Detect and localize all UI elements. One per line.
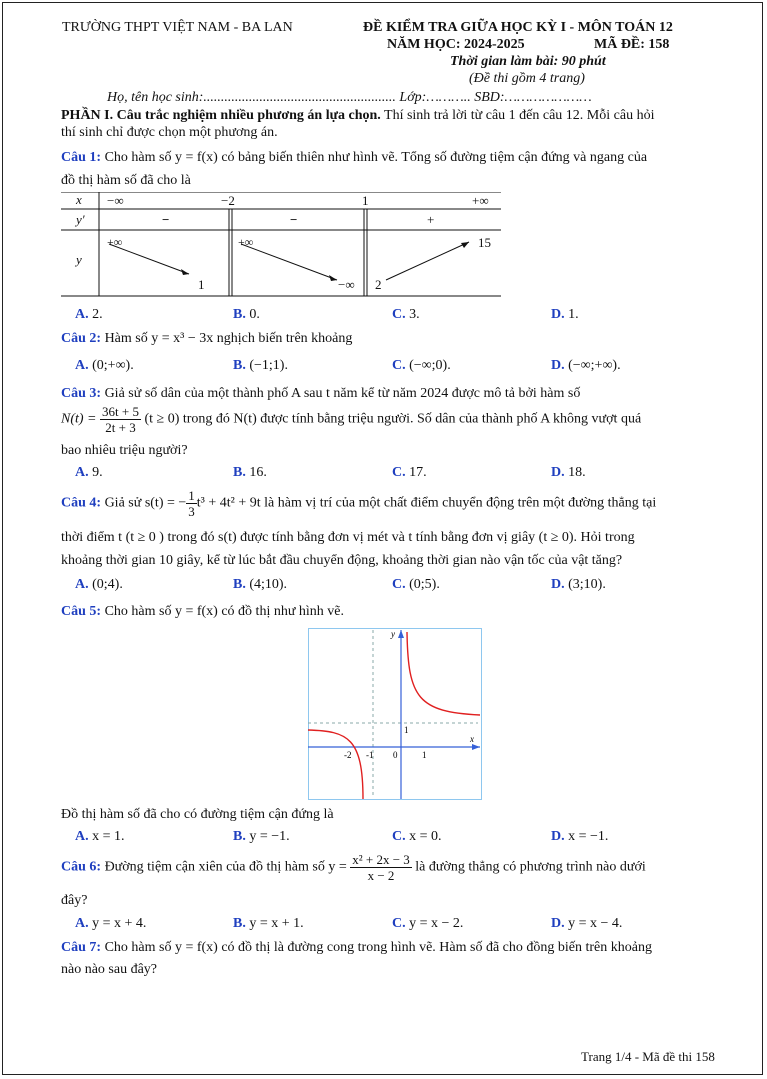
table-y-label: y — [76, 252, 82, 267]
option-text: x = 1. — [88, 829, 125, 844]
frac-num: x² + 2x − 3 — [352, 852, 410, 867]
option-key: B. — [233, 916, 246, 931]
q6-fraction — [350, 852, 412, 883]
arrow-3 — [386, 242, 469, 280]
frac-num: 1 — [188, 488, 195, 503]
option-key: A. — [75, 829, 89, 844]
q5-option-a[interactable] — [75, 829, 125, 845]
q6-option-b[interactable] — [233, 916, 304, 932]
option-text: 0. — [245, 307, 260, 322]
table-y-val: +∞ — [107, 235, 123, 249]
q3-text-2: (t ≥ 0) trong đó N(t) được tính bằng triệu người. Số dân của thành phố A không vượt quá — [140, 411, 642, 427]
option-text: 2. — [88, 307, 103, 322]
q3-option-b[interactable] — [233, 465, 267, 481]
option-key: A. — [75, 916, 89, 931]
option-key: A. — [75, 358, 89, 373]
q6-option-c[interactable] — [392, 916, 463, 932]
function-graph — [308, 628, 482, 800]
option-text: y = x + 4. — [88, 916, 147, 931]
q3-option-a[interactable] — [75, 465, 103, 481]
table-x-val: 1 — [362, 193, 369, 208]
q3-stem-3: bao nhiêu triệu người? — [61, 443, 188, 458]
option-text: (−∞;0). — [405, 358, 451, 373]
q2-option-d[interactable] — [551, 358, 621, 374]
q3-option-d[interactable] — [551, 465, 586, 481]
exam-pages: (Đề thi gồm 4 trang) — [469, 71, 585, 86]
q4-option-a[interactable] — [75, 577, 123, 593]
q5-stem — [61, 604, 344, 620]
q1-option-c[interactable] — [392, 307, 420, 323]
q7-stem — [61, 940, 652, 956]
q2-stem — [61, 331, 352, 347]
option-key: D. — [551, 916, 565, 931]
q6-text-pre: Đường tiệm cận xiên của đồ thị hàm số y = — [101, 859, 347, 875]
option-text: (4;10). — [245, 577, 288, 592]
q1-option-a[interactable] — [75, 307, 103, 323]
page-footer: Trang 1/4 - Mã đề thi 158 — [581, 1049, 715, 1064]
option-key: A. — [75, 465, 89, 480]
q4-stem-3: khoảng thời gian 10 giây, kể từ lúc bắt đầu chuyển động, khoảng thời gian nào vận tốc của vật tăng? — [61, 553, 623, 568]
q3-fraction — [100, 404, 141, 435]
option-text: (−∞;+∞). — [564, 358, 621, 373]
exam-year: NĂM HỌC: 2024-2025 — [387, 37, 525, 52]
q1-text: Cho hàm số y = f(x) có bảng biến thiên như hình vẽ. Tổng số đường tiệm cận đứng và ngang của — [101, 150, 648, 165]
table-y-val: −∞ — [338, 277, 355, 292]
option-text: x = 0. — [405, 829, 442, 844]
q6-option-a[interactable] — [75, 916, 146, 932]
option-text: (0;4). — [88, 577, 123, 592]
q4-label: Câu 4: — [61, 495, 102, 511]
option-key: D. — [551, 465, 565, 480]
tick-label: 0 — [393, 750, 398, 760]
option-text: y = −1. — [245, 829, 290, 844]
q1-stem — [61, 150, 647, 166]
option-text: (3;10). — [564, 577, 606, 592]
table-x-val: −2 — [221, 193, 235, 208]
q3-formula-line — [61, 404, 641, 435]
part1-instruction-2: thí sinh chỉ được chọn một phương án. — [61, 125, 278, 140]
q4-text-post: t³ + 4t² + 9t là hàm vị trí của một chất điểm chuyển động trên một đường thẳng tại — [196, 495, 657, 511]
table-sign: + — [427, 212, 435, 227]
tick-label: -1 — [366, 750, 374, 760]
tick-label: 1 — [422, 750, 427, 760]
option-text: (0;5). — [405, 577, 440, 592]
q3-label: Câu 3: — [61, 386, 102, 401]
q2-label: Câu 2: — [61, 331, 102, 346]
q4-stem — [61, 488, 656, 519]
option-key: B. — [233, 465, 246, 480]
frac-num: 36t + 5 — [102, 404, 139, 419]
option-text: 3. — [405, 307, 420, 322]
q2-option-a[interactable] — [75, 358, 134, 374]
q4-stem-2: thời điểm t (t ≥ 0 ) trong đó s(t) được tính bằng đơn vị mét và t tính bằng đơn vị giây (t ≥ 0). Hỏi trong — [61, 530, 635, 545]
y-axis-label: y — [391, 629, 395, 639]
table-x-label: x — [76, 192, 82, 207]
option-key: D. — [551, 829, 565, 844]
q5-stem-2: Đồ thị hàm số đã cho có đường tiệm cận đứng là — [61, 807, 334, 822]
q4-text-pre: Giả sử s(t) = − — [101, 495, 187, 511]
q7-stem-2: nào nào sau đây? — [61, 962, 158, 977]
frac-den: x − 2 — [367, 868, 395, 883]
q6-stem-2: đây? — [61, 893, 88, 908]
table-y-val: +∞ — [238, 235, 254, 249]
q1-option-b[interactable] — [233, 307, 260, 323]
q1-label: Câu 1: — [61, 150, 102, 165]
table-y-val: 2 — [375, 277, 382, 292]
q2-option-c[interactable] — [392, 358, 451, 374]
option-key: B. — [233, 577, 246, 592]
option-key: C. — [392, 358, 406, 373]
q5-option-b[interactable] — [233, 829, 290, 845]
option-key: D. — [551, 307, 565, 322]
table-sign: − — [290, 212, 298, 227]
arrow-2 — [241, 244, 337, 280]
q2-option-b[interactable] — [233, 358, 288, 374]
option-key: B. — [233, 358, 246, 373]
table-yp-label: y′ — [76, 212, 85, 227]
table-sign: − — [162, 212, 170, 227]
q1-stem-2: đồ thị hàm số đã cho là — [61, 173, 191, 188]
tick-label: 1 — [404, 725, 409, 735]
x-axis-label: x — [470, 734, 474, 744]
table-y-val: 1 — [198, 277, 205, 292]
option-key: C. — [392, 577, 406, 592]
q6-stem — [61, 852, 646, 883]
option-key: D. — [551, 577, 565, 592]
q2-text: Hàm số y = x³ − 3x nghịch biến trên khoảng — [101, 331, 353, 346]
q4-option-c[interactable] — [392, 577, 440, 593]
q5-label: Câu 5: — [61, 604, 102, 619]
part1-instruction: Thí sinh trả lời từ câu 1 đến câu 12. Mỗi câu hỏi — [380, 108, 655, 123]
variation-table — [61, 192, 501, 298]
option-key: C. — [392, 916, 406, 931]
exam-code: MÃ ĐỀ: 158 — [594, 37, 670, 52]
q5-option-d[interactable] — [551, 829, 608, 845]
q4-option-b[interactable] — [233, 577, 287, 593]
option-key: A. — [75, 577, 89, 592]
option-text: 18. — [564, 465, 586, 480]
table-y-val: 15 — [478, 235, 491, 250]
option-text: 16. — [245, 465, 267, 480]
frac-den: 2t + 3 — [105, 420, 136, 435]
q6-text-post: là đường thẳng có phương trình nào dưới — [411, 859, 646, 875]
student-info-line: Họ, tên học sinh:....................................................... Lớp:……….. SBD:………………… — [107, 90, 592, 105]
q5-text: Cho hàm số y = f(x) có đồ thị như hình vẽ. — [101, 604, 345, 619]
option-text: (−1;1). — [245, 358, 288, 373]
frac-den: 3 — [188, 504, 195, 519]
q3-formula-left: N(t) = — [61, 411, 97, 427]
q3-option-c[interactable] — [392, 465, 427, 481]
option-text: y = x − 2. — [405, 916, 464, 931]
tick-label: -2 — [344, 750, 352, 760]
part1-title: PHẦN I. Câu trắc nghiệm nhiều phương án lựa chọn. — [61, 108, 381, 123]
exam-time: Thời gian làm bài: 90 phút — [450, 54, 606, 69]
q6-label: Câu 6: — [61, 859, 102, 875]
option-key: B. — [233, 307, 246, 322]
q1-option-d[interactable] — [551, 307, 579, 323]
exam-title: ĐỀ KIỂM TRA GIỮA HỌC KỲ I - MÔN TOÁN 12 — [363, 20, 673, 35]
q4-fraction — [186, 488, 197, 519]
option-key: D. — [551, 358, 565, 373]
option-text: 9. — [88, 465, 103, 480]
q7-text: Cho hàm số y = f(x) có đồ thị là đường cong trong hình vẽ. Hàm số đã cho đồng biến trên khoảng — [101, 940, 652, 955]
part1-heading — [61, 108, 654, 124]
option-key: A. — [75, 307, 89, 322]
school-name: TRƯỜNG THPT VIỆT NAM - BA LAN — [62, 20, 293, 35]
q4-option-d[interactable] — [551, 577, 606, 593]
q6-option-d[interactable] — [551, 916, 622, 932]
q3-text: Giả sử số dân của một thành phố A sau t năm kể từ năm 2024 được mô tả bởi hàm số — [101, 386, 581, 401]
option-text: 1. — [564, 307, 579, 322]
option-text: y = x − 4. — [564, 916, 623, 931]
option-text: y = x + 1. — [245, 916, 304, 931]
q7-label: Câu 7: — [61, 940, 102, 955]
option-key: C. — [392, 465, 406, 480]
q5-option-c[interactable] — [392, 829, 442, 845]
option-key: B. — [233, 829, 246, 844]
table-x-val: −∞ — [107, 193, 124, 208]
option-text: (0;+∞). — [88, 358, 134, 373]
table-x-val: +∞ — [472, 193, 489, 208]
option-text: 17. — [405, 465, 427, 480]
option-text: x = −1. — [564, 829, 609, 844]
option-key: C. — [392, 829, 406, 844]
option-key: C. — [392, 307, 406, 322]
q3-stem — [61, 386, 580, 402]
